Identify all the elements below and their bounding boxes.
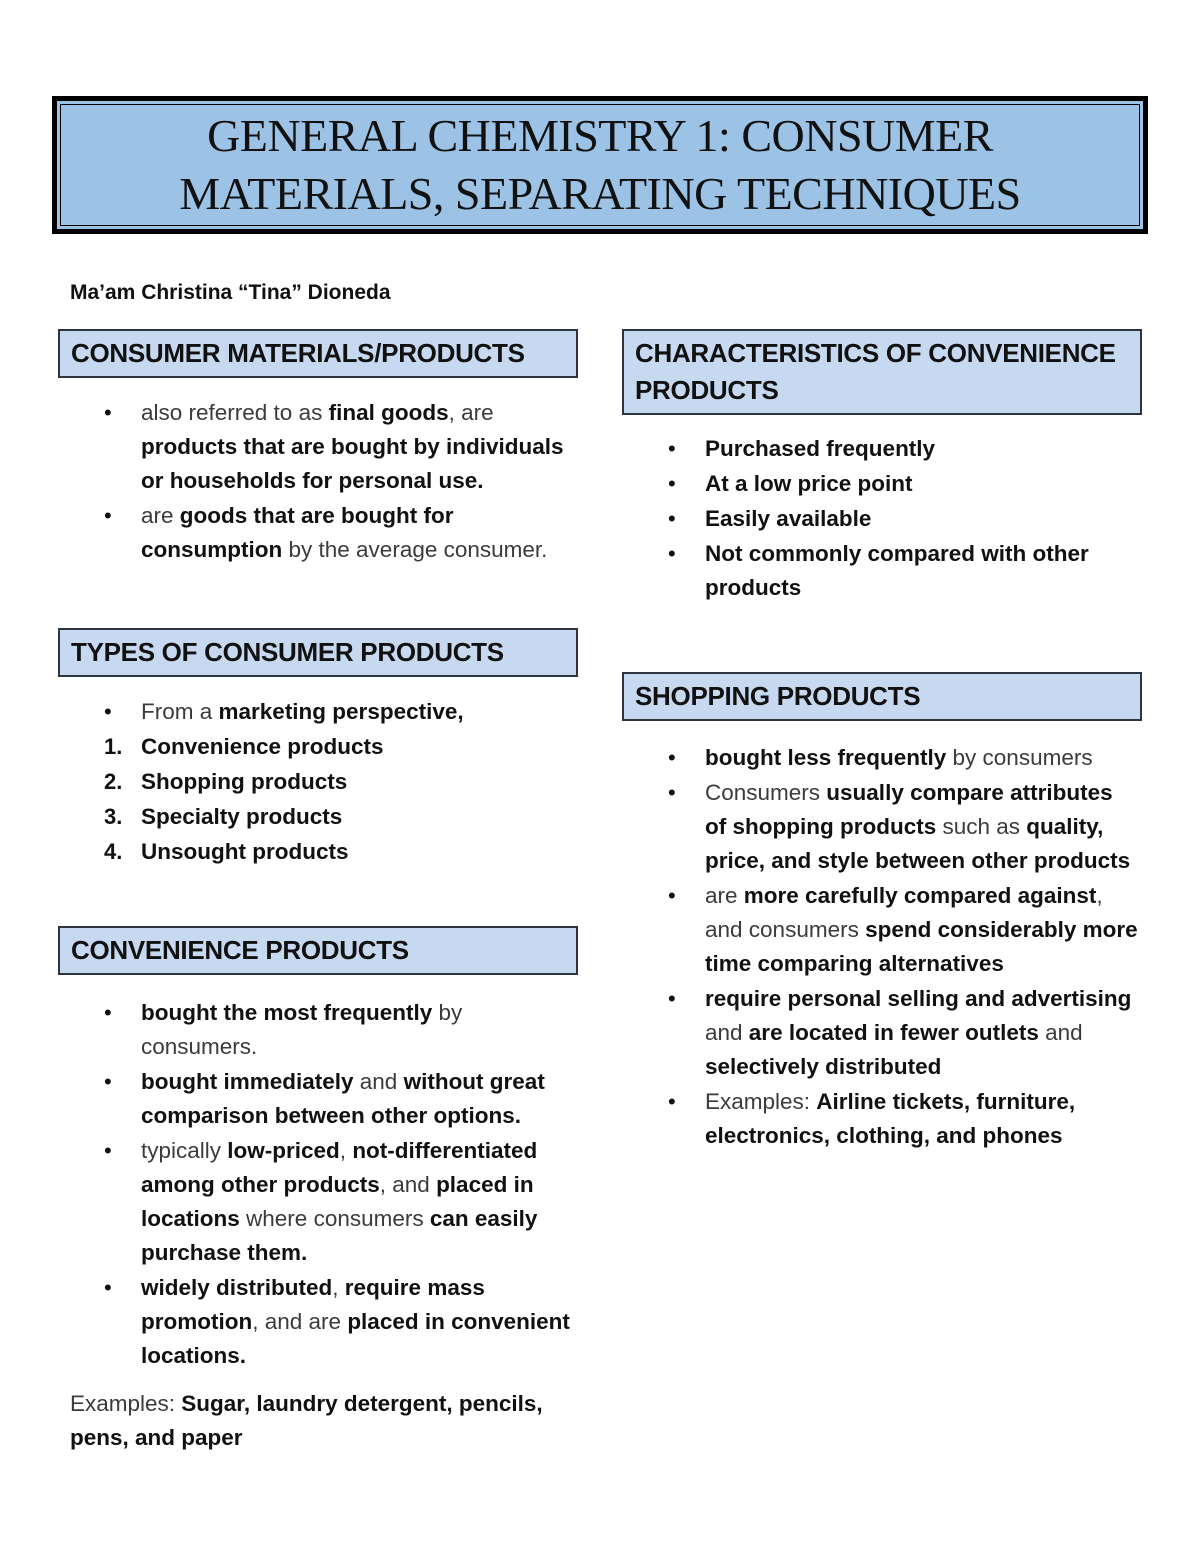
page-title-line-1: GENERAL CHEMISTRY 1: CONSUMER <box>207 110 993 161</box>
bullet-icon <box>104 695 130 729</box>
bullet-icon <box>104 1134 130 1168</box>
list-item: • typically low-priced, not-differentiated among other products, and placed in locations where consumers can easily purchase them. <box>58 1134 578 1270</box>
section-convenience <box>58 926 578 1455</box>
bullet-list <box>622 741 1142 1153</box>
list-item: • From a marketing perspective, <box>58 695 578 729</box>
section-types <box>58 628 578 870</box>
list-item: • Consumers usually compare attributes of shopping products such as quality, price, and style between other products <box>622 776 1142 878</box>
list-item: • Easily available <box>622 502 1142 536</box>
bullet-list <box>58 396 578 567</box>
bullet-icon <box>668 467 694 501</box>
list-item: 4. Unsought products <box>104 839 349 864</box>
bullet-icon <box>104 499 130 533</box>
bullet-icon <box>104 996 130 1030</box>
list-item: • also referred to as final goods, are products that are bought by individuals or households for personal use. <box>58 396 578 498</box>
bullet-icon <box>668 741 694 775</box>
list-item: 1. Convenience products <box>104 734 384 759</box>
list-item: • are more carefully compared against, and consumers spend considerably more time comparing alternatives <box>622 879 1142 981</box>
bullet-icon <box>668 879 694 913</box>
section-heading: CONVENIENCE PRODUCTS <box>58 926 578 975</box>
author-name: Ma’am Christina “Tina” Dioneda <box>70 281 391 304</box>
list-item: • Examples: Airline tickets, furniture, electronics, clothing, and phones <box>622 1085 1142 1153</box>
list-item: 3. Specialty products <box>104 804 343 829</box>
section-characteristics <box>622 329 1142 606</box>
bullet-icon <box>668 432 694 466</box>
list-item: • Not commonly compared with other products <box>622 537 1142 605</box>
bullet-list <box>622 432 1142 605</box>
list-item: • require personal selling and advertising and are located in fewer outlets and selectively distributed <box>622 982 1142 1084</box>
bullet-icon <box>668 1085 694 1119</box>
bullet-icon <box>668 537 694 571</box>
section-heading: CONSUMER MATERIALS/PRODUCTS <box>58 329 578 378</box>
bullet-icon <box>668 502 694 536</box>
section-heading: TYPES OF CONSUMER PRODUCTS <box>58 628 578 677</box>
bullet-icon <box>104 1271 130 1305</box>
section-consumer-materials <box>58 329 578 568</box>
bullet-icon <box>668 982 694 1016</box>
examples-paragraph: Examples: Sugar, laundry detergent, pencils, pens, and paper <box>70 1391 543 1450</box>
list-item: • bought immediately and without great comparison between other options. <box>58 1065 578 1133</box>
types-list <box>58 695 578 869</box>
list-item: • Purchased frequently <box>622 432 1142 466</box>
list-item: • bought less frequently by consumers <box>622 741 1142 775</box>
section-heading: SHOPPING PRODUCTS <box>622 672 1142 721</box>
list-item: • At a low price point <box>622 467 1142 501</box>
list-item: • bought the most frequently by consumers. <box>58 996 578 1064</box>
list-item: • widely distributed, require mass promotion, and are placed in convenient locations. <box>58 1271 578 1373</box>
bullet-icon <box>104 396 130 430</box>
bullet-list <box>58 996 578 1373</box>
list-item: 2. Shopping products <box>104 769 348 794</box>
title-banner <box>52 96 1148 234</box>
bullet-icon <box>668 776 694 810</box>
bullet-icon <box>104 1065 130 1099</box>
page-title-line-2: MATERIALS, SEPARATING TECHNIQUES <box>179 168 1021 219</box>
section-shopping <box>622 672 1142 1154</box>
section-heading: CHARACTERISTICS OF CONVENIENCE PRODUCTS <box>622 329 1142 415</box>
list-item: • are goods that are bought for consumption by the average consumer. <box>58 499 578 567</box>
